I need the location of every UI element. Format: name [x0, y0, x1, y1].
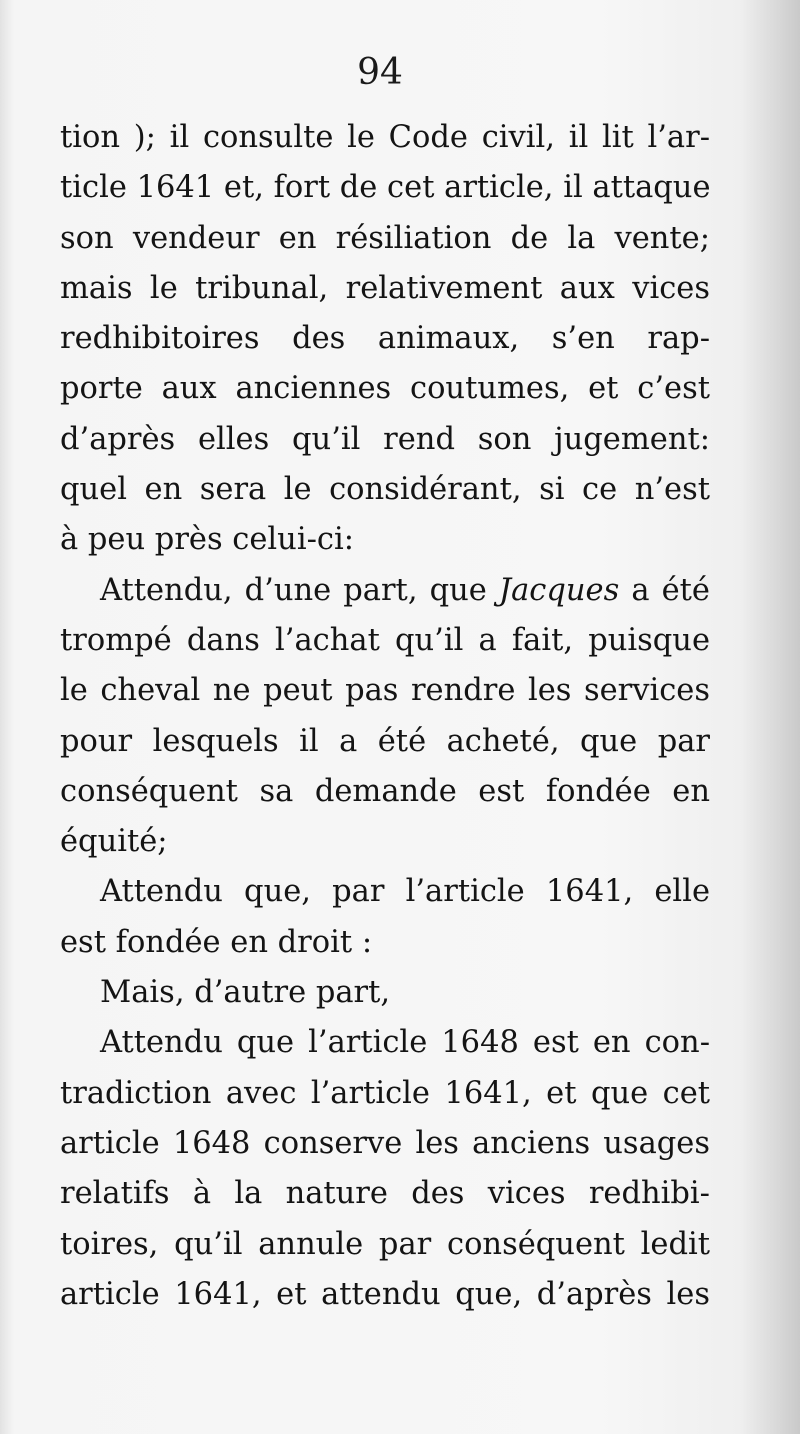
- text-line-5: redhibitoires des animaux, s’en rap-: [60, 321, 710, 357]
- text-line-4: mais le tribunal, relativement aux vices: [60, 270, 710, 306]
- text-line-19: Attendu que l’article 1648 est en con-: [100, 1025, 710, 1061]
- text-line-16: Attendu que, par l’article 1641, elle: [100, 874, 710, 910]
- text-line-17: est fondée en droit :: [60, 924, 373, 960]
- text-line-20: tradiction avec l’article 1641, et que cet: [60, 1075, 710, 1111]
- paragraph-start-attendu: Attendu, d’une part, que: [100, 572, 487, 608]
- text-line-13: pour lesquels il a été acheté, que par: [60, 723, 710, 759]
- a-ete-text: a été: [631, 572, 710, 608]
- text-line-2: ticle 1641 et, fort de cet article, il attaque: [60, 170, 711, 206]
- text-line-12: le cheval ne peut pas rendre les services: [60, 673, 710, 709]
- text-line-7: d’après elles qu’il rend son jugement:: [60, 421, 710, 457]
- text-line-8: quel en sera le considérant, si ce n’est: [60, 472, 710, 508]
- text-line-15: équité;: [60, 824, 168, 860]
- text-line-24: article 1641, et attendu que, d’après les: [60, 1276, 710, 1312]
- text-line-10: [60, 566, 710, 616]
- text-line-1: tion ); il consulte le Code civil, il lit l’ar-: [60, 120, 710, 155]
- text-line-6: porte aux anciennes coutumes, et c’est: [60, 371, 710, 407]
- text-line-11: trompé dans l’achat qu’il a fait, puisque: [60, 622, 710, 658]
- text-line-14: conséquent sa demande est fondée en: [60, 773, 710, 809]
- text-line-23: toires, qu’il annule par conséquent ledit: [60, 1226, 710, 1262]
- text-line-3: son vendeur en résiliation de la vente;: [60, 220, 710, 256]
- body-text: [60, 113, 710, 1320]
- text-line-22: relatifs à la nature des vices redhibi-: [60, 1176, 710, 1212]
- text-line-21: article 1648 conserve les anciens usages: [60, 1125, 710, 1161]
- text-line-9: à peu près celui-ci:: [60, 522, 354, 558]
- text-line-18: Mais, d’autre part,: [100, 975, 391, 1011]
- page-number: 94: [357, 52, 403, 93]
- italic-name-jacques: Jacques: [498, 572, 620, 608]
